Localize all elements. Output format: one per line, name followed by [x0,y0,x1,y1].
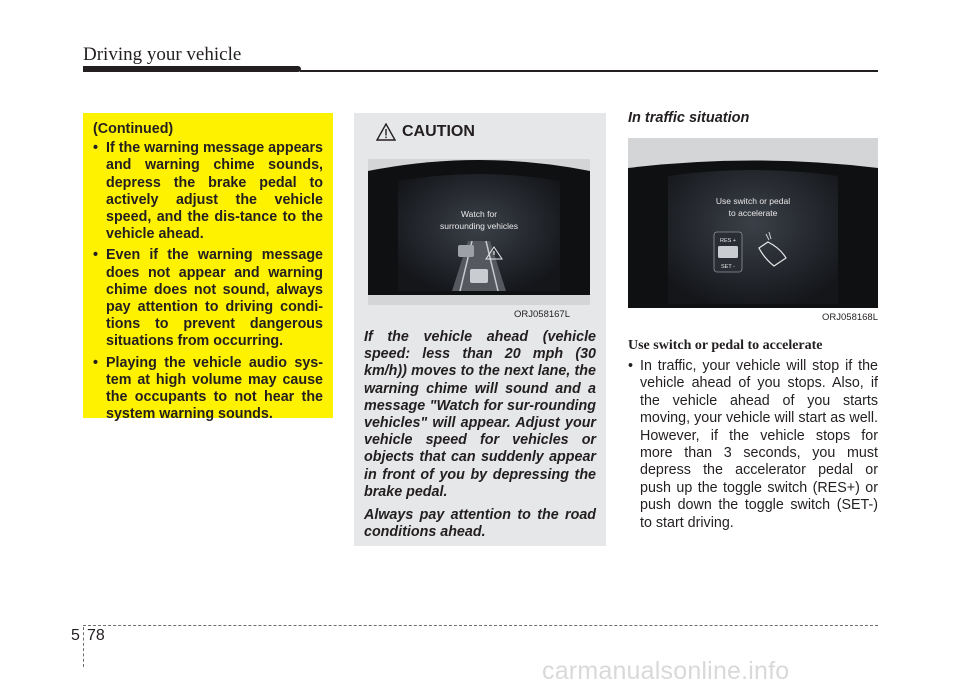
figure-caption: ORJ058167L [514,309,570,320]
warning-item: • Playing the vehicle audio sys-tem at high volume may cause the occupants to not hear the system warning sounds. [91,355,323,424]
warning-list [91,140,323,423]
caution-heading [376,121,596,143]
section-heading: Use switch or pedal to accelerate [628,338,823,353]
page-header-title: Driving your vehicle [83,44,242,65]
watermark-text: carmanualsonline.info [542,657,790,685]
section-subtitle: In traffic situation [628,110,750,126]
figure-text-line1: Use switch or pedal [715,196,791,206]
footer-rule [83,625,878,626]
page-number: 78 [87,627,105,644]
warning-item: • Even if the warning message does not appear and warning chime does not sound, always pay attention to driving condi-tions to prevent dangerous situations from occurring. [91,247,323,350]
res-label: RES + [719,238,737,244]
caution-paragraph: Always pay attention to the road conditions ahead. [364,507,596,541]
caution-paragraph: If the vehicle ahead (vehicle speed: less than 20 mph (30 km/h)) moves to the next lane, the warning chime will sound and a message "Watch for sur-rounding vehicles" will appear. Adjust your vehicle speed for vehicles or objects that can suddenly appear in front of you by depressing the brake pedal. [364,329,596,500]
figure-text-line2: surrounding vehicles [440,221,518,231]
warning-continued-label: (Continued) [93,121,174,137]
figure-caption: ORJ058168L [822,312,878,323]
header-rule-thin [300,70,878,72]
traffic-section [628,110,878,532]
set-label: SET - [721,264,735,270]
warning-item: • If the warning message appears and warning chime sounds, depress the brake pedal to actively adjust the vehicle speed, and the dis-tance to the vehicle ahead. [91,140,323,243]
cluster-figure-watch [368,159,590,305]
section-body [628,358,878,532]
warning-triangle-icon [376,123,396,141]
footer-divider [83,627,84,667]
cluster-display-illustration [628,138,878,308]
caution-box [354,113,606,546]
body-bullet-item: • In traffic, your vehicle will stop if the vehicle ahead of you stops. Also, if the vehicle ahead of you starts moving, your vehicle will start as well. However, if the vehicle stops for more than 3 seconds, you must depress the accelerator pedal or push up the toggle switch (RES+) or push down the toggle switch (SET-) to start driving. [628,358,878,532]
caution-body [364,329,596,541]
figure-text-line1: Watch for [460,209,498,219]
cluster-figure-accelerate [628,138,878,308]
figure-text-line2: to accelerate [728,208,778,218]
warning-box [83,113,333,423]
header-rule-thick [83,66,301,72]
caution-title: CAUTION [402,123,475,140]
section-number: 5 [71,627,80,644]
cluster-display-illustration [368,159,590,305]
